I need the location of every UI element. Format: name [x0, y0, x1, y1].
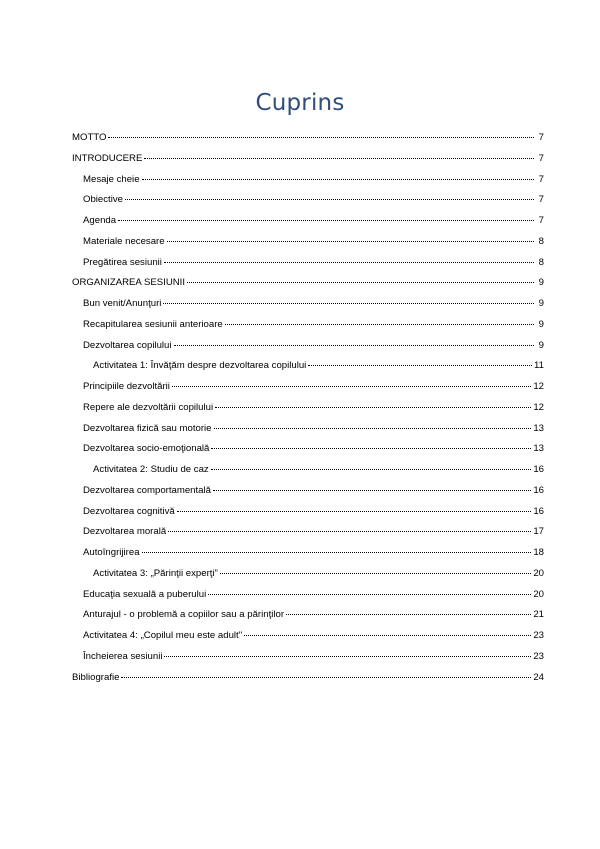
toc-entry-label: Activitatea 3: „Părinţii experţi”	[93, 567, 218, 579]
toc-entry-dezvoltarea-fizica[interactable]	[72, 423, 544, 444]
toc-entry-label: Dezvoltarea morală	[83, 526, 167, 538]
toc-entry-page: 23	[533, 630, 544, 641]
dot-leader	[142, 179, 534, 180]
toc-entry-label: Activitatea 1: Învăţăm despre dezvoltarea copilului	[93, 360, 307, 372]
toc-entry-label: Dezvoltarea fizică sau motorie	[83, 422, 212, 434]
toc-entry-page: 12	[533, 381, 544, 392]
toc-entry-label: Încheierea sesiunii	[83, 650, 163, 662]
toc-entry-page: 23	[533, 650, 544, 662]
dot-leader	[144, 158, 534, 159]
dot-leader	[215, 407, 531, 408]
dot-leader	[142, 552, 532, 553]
dot-leader	[164, 656, 531, 657]
toc-entry-introducere[interactable]	[72, 153, 544, 174]
page-title: Cuprins	[255, 90, 345, 116]
toc-entry-label: Activitatea 2: Studiu de caz	[93, 464, 209, 475]
toc-entry-label: Dezvoltarea copilului	[83, 339, 172, 351]
toc-entry-label: MOTTO	[72, 132, 107, 143]
toc-entry-page: 11	[534, 360, 544, 372]
dot-leader	[220, 573, 532, 574]
toc-entry-recapitularea[interactable]	[72, 319, 544, 340]
toc-entry-autoingrijirea[interactable]	[72, 547, 544, 568]
toc-entry-page: 7	[538, 194, 544, 206]
toc-entry-label: INTRODUCERE	[72, 152, 143, 164]
dot-leader	[163, 303, 534, 304]
toc-entry-page: 21	[533, 609, 544, 621]
toc-entry-label: Educaţia sexuală a puberului	[83, 588, 207, 600]
dot-leader	[167, 241, 534, 242]
toc-entry-materiale-necesare[interactable]	[72, 236, 544, 257]
toc-entry-page: 9	[538, 339, 544, 351]
toc-entry-label: Mesaje cheie	[83, 173, 140, 185]
toc-entry-bibliografie[interactable]	[72, 672, 544, 693]
dot-leader	[213, 490, 531, 491]
toc-entry-obiective[interactable]	[72, 194, 544, 215]
toc-entry-dezvoltarea-socio-emotionala[interactable]	[72, 443, 544, 464]
dot-leader	[118, 220, 534, 221]
toc-entry-motto[interactable]	[72, 132, 544, 153]
toc-entry-dezvoltarea-cognitiva[interactable]	[72, 506, 544, 527]
dot-leader	[211, 448, 531, 449]
toc-entry-mesaje-cheie[interactable]	[72, 174, 544, 195]
toc-entry-activitatea-1[interactable]	[72, 360, 544, 381]
toc-entry-label: Activitatea 4: „Copilul meu este adult"	[83, 630, 243, 641]
dot-leader	[168, 531, 531, 532]
toc-entry-page: 7	[538, 215, 544, 226]
toc-entry-label: Dezvoltarea cognitivă	[83, 505, 175, 517]
toc-entry-label: Obiective	[83, 194, 123, 206]
toc-entry-repere[interactable]	[72, 402, 544, 423]
toc-entry-anturajul[interactable]	[72, 609, 544, 630]
toc-entry-agenda[interactable]	[72, 215, 544, 236]
dot-leader	[244, 635, 531, 636]
toc-entry-page: 7	[538, 173, 544, 185]
toc-entry-page: 8	[538, 256, 544, 268]
toc-entry-activitatea-4[interactable]	[72, 630, 544, 651]
toc-entry-dezvoltarea-morala[interactable]	[72, 526, 544, 547]
toc-entry-page: 16	[533, 505, 544, 517]
toc-entry-page: 16	[533, 464, 544, 475]
dot-leader	[225, 324, 534, 325]
toc-entry-label: Recapitularea sesiunii anterioare	[83, 318, 223, 330]
toc-entry-label: Bun venit/Anunţuri	[83, 298, 162, 309]
toc-entry-organizarea-sesiunii[interactable]	[72, 277, 544, 298]
dot-leader	[286, 614, 531, 615]
toc-entry-page: 7	[538, 152, 544, 164]
toc-entry-dezvoltarea-copilului[interactable]	[72, 340, 544, 361]
toc-entry-page: 13	[533, 443, 544, 455]
table-of-contents	[72, 132, 544, 692]
toc-entry-educatia-sexuala[interactable]	[72, 589, 544, 610]
toc-entry-dezvoltarea-comportamentala[interactable]	[72, 485, 544, 506]
toc-entry-principiile-dezvoltarii[interactable]	[72, 381, 544, 402]
dot-leader	[172, 386, 531, 387]
toc-entry-page: 16	[533, 484, 544, 496]
toc-entry-label: Principiile dezvoltării	[83, 381, 170, 392]
dot-leader	[125, 199, 534, 200]
toc-entry-label: Materiale necesare	[83, 235, 165, 247]
toc-entry-activitatea-3[interactable]	[72, 568, 544, 589]
toc-entry-page: 13	[533, 422, 544, 434]
toc-entry-page: 9	[538, 298, 544, 309]
dot-leader	[214, 428, 532, 429]
toc-entry-incheierea-sesiunii[interactable]	[72, 651, 544, 672]
toc-entry-page: 7	[538, 132, 544, 143]
dot-leader	[211, 469, 532, 470]
dot-leader	[121, 677, 531, 678]
toc-entry-label: Dezvoltarea comportamentală	[83, 484, 211, 496]
dot-leader	[177, 511, 532, 512]
dot-leader	[208, 594, 531, 595]
toc-entry-page: 9	[538, 277, 544, 289]
toc-entry-page: 20	[533, 588, 544, 600]
dot-leader	[187, 282, 534, 283]
toc-entry-label: Agenda	[83, 215, 117, 226]
dot-leader	[164, 262, 534, 263]
toc-entry-page: 9	[538, 318, 544, 330]
toc-entry-pregatirea-sesiunii[interactable]	[72, 257, 544, 278]
toc-entry-label: Repere ale dezvoltării copilului	[83, 401, 214, 413]
toc-entry-activitatea-2[interactable]	[72, 464, 544, 485]
toc-entry-label: Dezvoltarea socio-emoţională	[83, 443, 210, 455]
dot-leader	[108, 137, 534, 138]
toc-entry-page: 18	[533, 547, 544, 558]
dot-leader	[308, 365, 532, 366]
toc-entry-label: Autoîngrijirea	[83, 547, 140, 558]
toc-entry-bun-venit[interactable]	[72, 298, 544, 319]
toc-entry-page: 20	[533, 567, 544, 579]
toc-entry-label: Pregătirea sesiunii	[83, 256, 162, 268]
toc-entry-label: ORGANIZAREA SESIUNII	[72, 277, 186, 289]
toc-entry-page: 24	[533, 671, 544, 683]
dot-leader	[174, 345, 534, 346]
toc-entry-label: Anturajul - o problemă a copiilor sau a părinţilor	[83, 609, 285, 621]
toc-entry-page: 12	[533, 401, 544, 413]
toc-entry-page: 8	[538, 235, 544, 247]
toc-entry-page: 17	[533, 526, 544, 538]
toc-entry-label: Bibliografie	[72, 671, 120, 683]
